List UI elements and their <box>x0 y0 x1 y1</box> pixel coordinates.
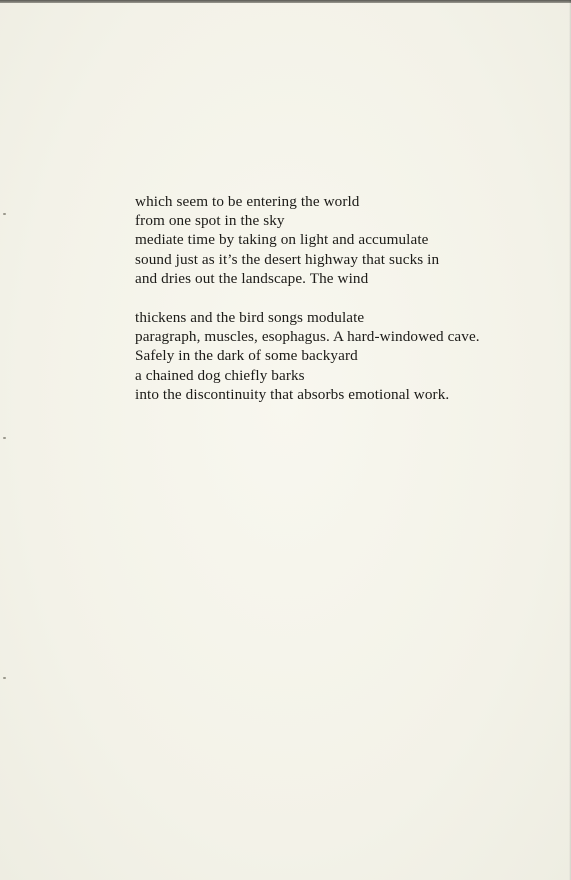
poem-line: which seem to be entering the world <box>135 193 360 210</box>
poem-line: mediate time by taking on light and accumulate <box>135 231 429 249</box>
margin-mark <box>3 437 6 439</box>
poem-line: a chained dog chiefly barks <box>135 366 305 384</box>
poem-line: paragraph, muscles, esophagus. A hard-windowed cave. <box>135 328 480 346</box>
stanza <box>135 192 555 288</box>
poem-line: thickens and the bird songs modulate <box>135 309 365 327</box>
poem-line: into the discontinuity that absorbs emotional work. <box>135 385 450 403</box>
stanza <box>135 308 555 404</box>
poem-line: sound just as it’s the desert highway that sucks in <box>135 250 440 268</box>
poem-line: from one spot in the sky <box>135 212 285 230</box>
poem-text <box>135 192 555 404</box>
margin-mark <box>3 213 6 215</box>
page-top-edge <box>0 0 571 3</box>
margin-mark <box>3 677 6 679</box>
poem-line: Safely in the dark of some backyard <box>135 347 358 365</box>
poem-line: and dries out the landscape. The wind <box>135 269 369 287</box>
